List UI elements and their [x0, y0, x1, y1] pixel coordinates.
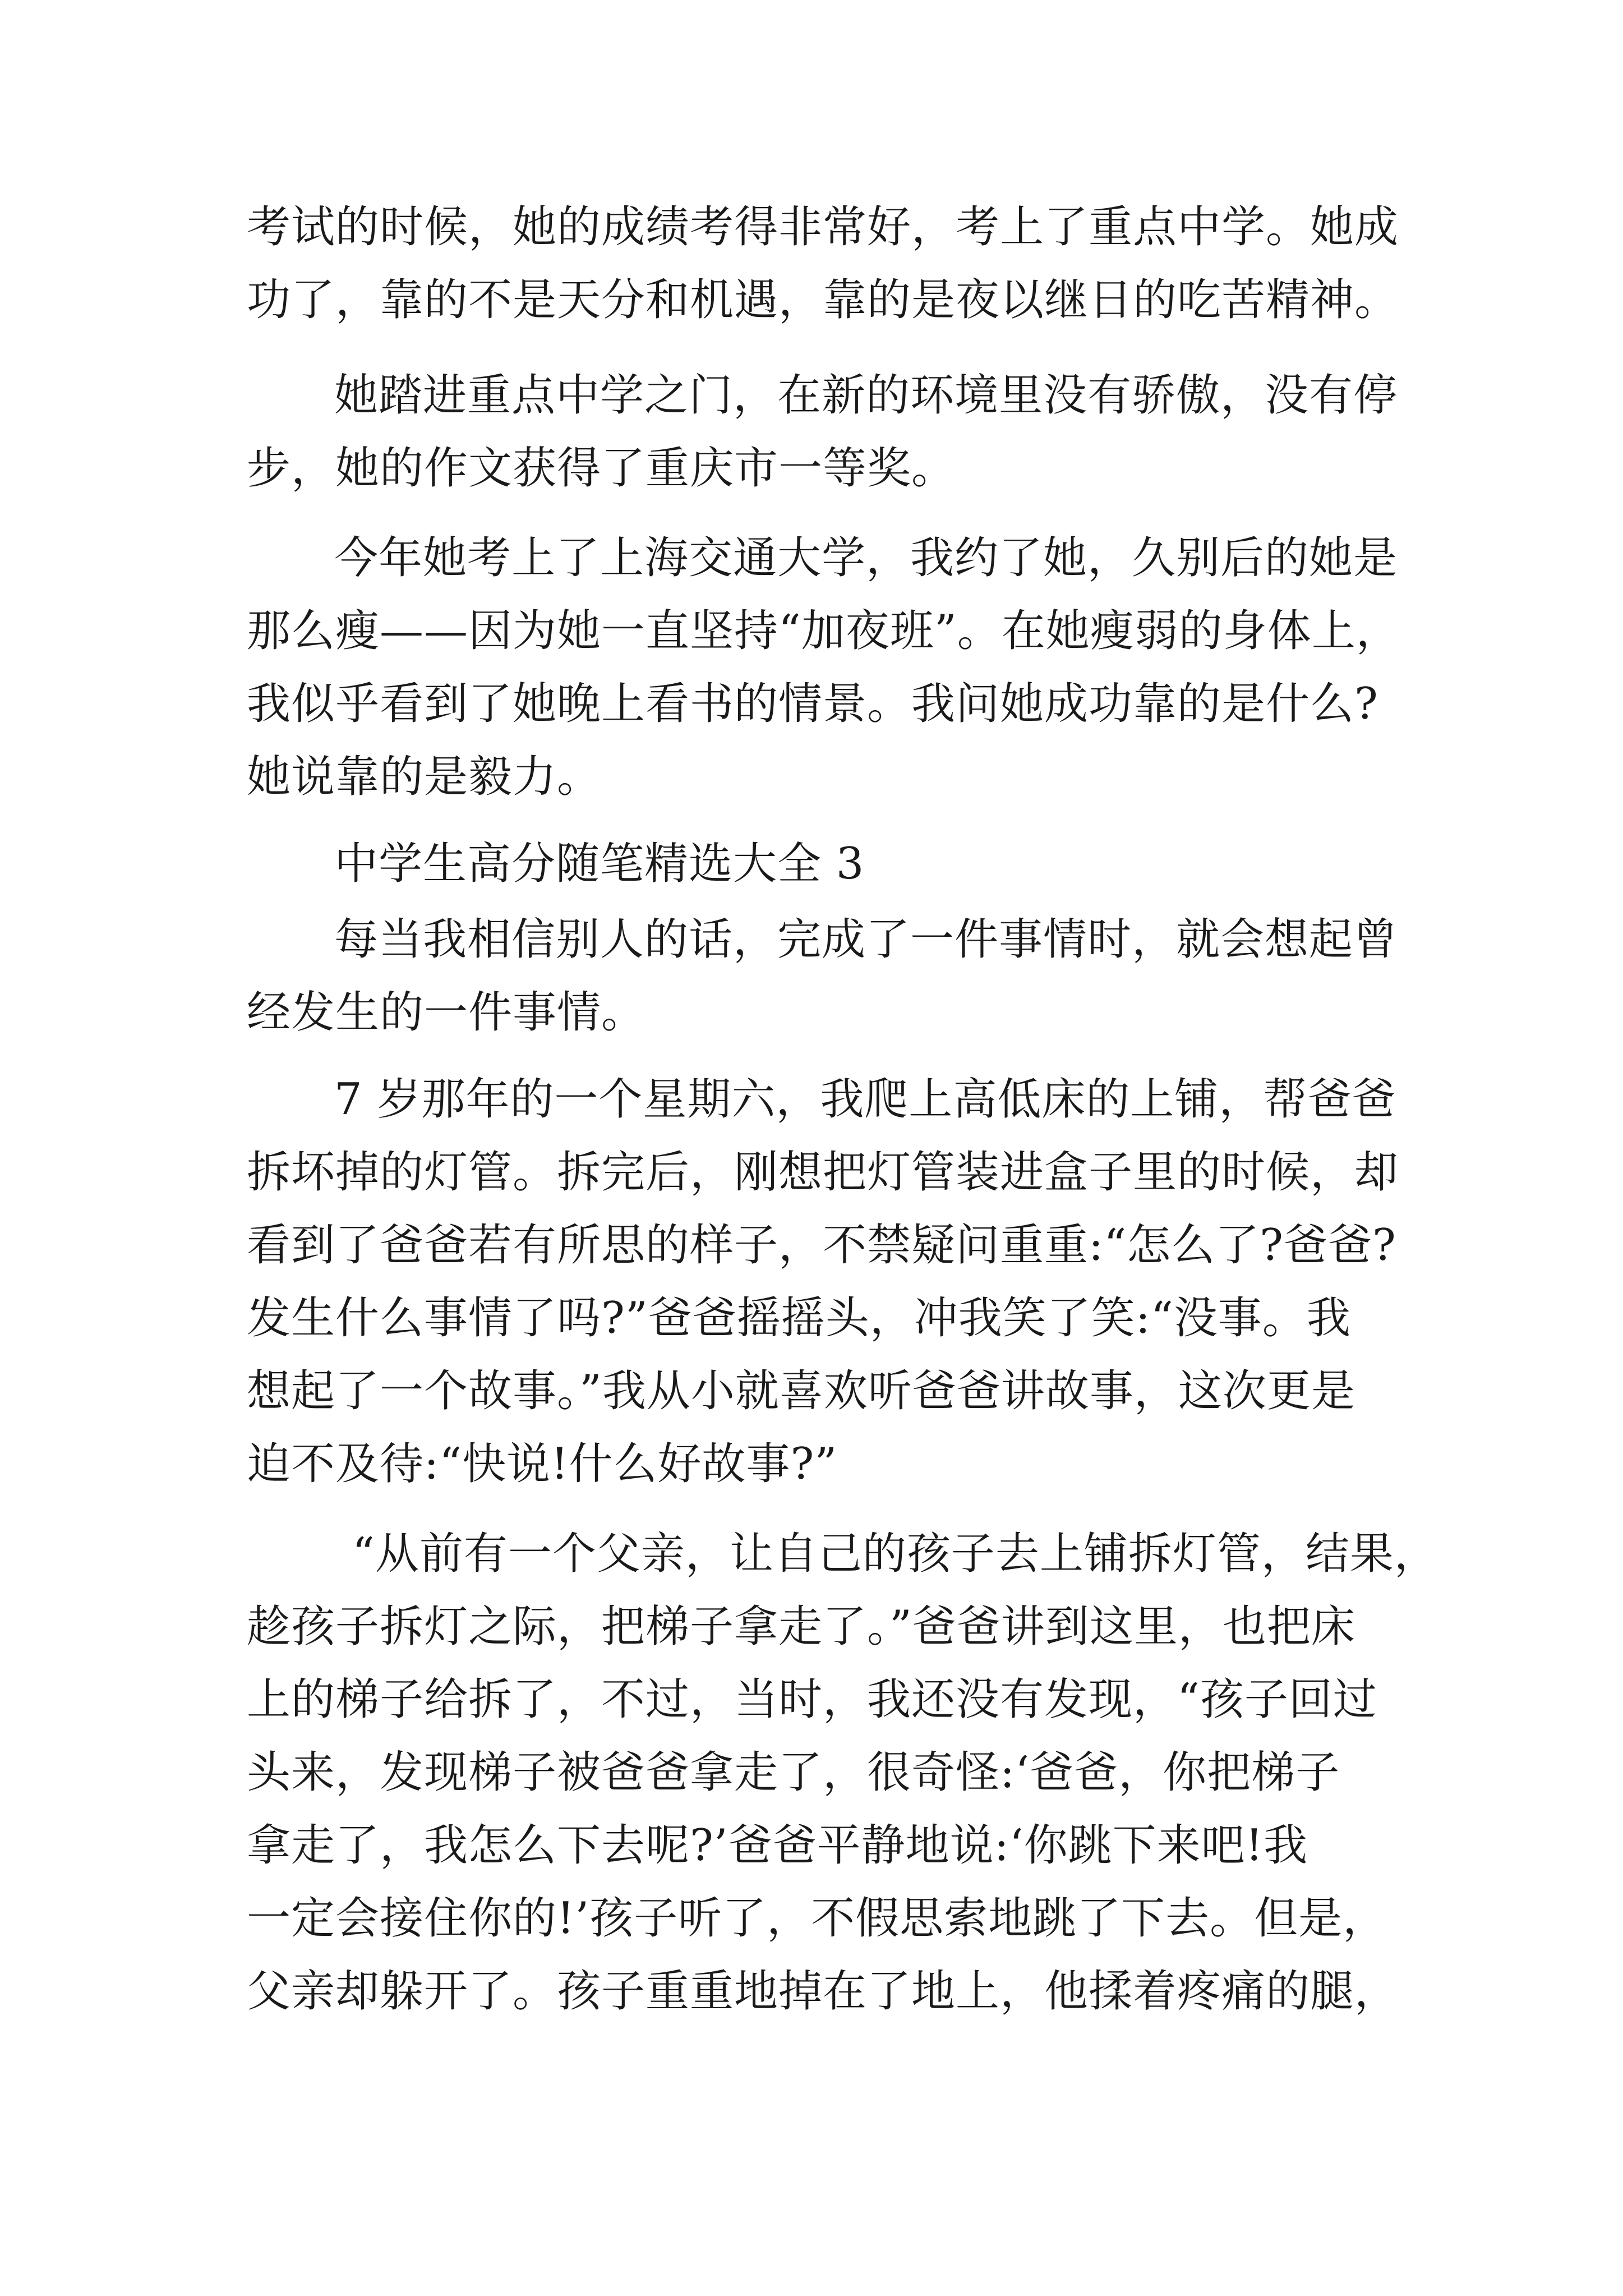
text-line: 看到了爸爸若有所思的样子，不禁疑问重重:“怎么了?爸爸?: [247, 1220, 1396, 1271]
text-line: 今年她考上了上海交通大学，我约了她，久别后的她是: [334, 533, 1398, 583]
text-line: 拆坏掉的灯管。拆完后，刚想把灯管装进盒子里的时候，却: [247, 1147, 1399, 1198]
text-line: 那么瘦——因为她一直坚持“加夜班”。在她瘦弱的身体上，: [247, 606, 1400, 656]
text-line: 我似乎看到了她晚上看书的情景。我问她成功靠的是什么?: [247, 679, 1378, 729]
text-line: 拿走了，我怎么下去呢?’爸爸平静地说:‘你跳下来吧!我: [247, 1820, 1308, 1871]
section-heading: 中学生高分随笔精选大全 3: [334, 839, 865, 889]
text-line: 趁孩子拆灯之际，把梯子拿走了。”爸爸讲到这里，也把床: [247, 1602, 1355, 1652]
text-line: 她踏进重点中学之门，在新的环境里没有骄傲，没有停: [334, 370, 1398, 421]
text-line: 功了，靠的不是天分和机遇，靠的是夜以继日的吃苦精神。: [247, 275, 1399, 325]
text-line: “从前有一个父亲，让自己的孩子去上铺拆灯管，结果，: [352, 1529, 1438, 1579]
text-line: 迫不及待:“快说!什么好故事?”: [247, 1439, 838, 1489]
text-line: 步，她的作文获得了重庆市一等奖。: [247, 443, 956, 494]
text-line: 她说靠的是毅力。: [247, 752, 602, 802]
text-line: 想起了一个故事。”我从小就喜欢听爸爸讲故事，这次更是: [247, 1366, 1355, 1416]
text-line: 考试的时候，她的成绩考得非常好，考上了重点中学。她成: [247, 202, 1399, 252]
text-line: 7 岁那年的一个星期六，我爬上高低床的上铺，帮爸爸: [334, 1074, 1396, 1125]
text-line: 头来，发现梯子被爸爸拿走了，很奇怪:‘爸爸，你把梯子: [247, 1747, 1340, 1798]
text-line: 发生什么事情了吗?”爸爸摇摇头，冲我笑了笑:“没事。我: [247, 1293, 1351, 1343]
text-line: 经发生的一件事情。: [247, 987, 646, 1038]
text-line: 每当我相信别人的话，完成了一件事情时，就会想起曾: [334, 914, 1398, 965]
text-line: 父亲却躲开了。孩子重重地掉在了地上，他揉着疼痛的腿，: [247, 1966, 1399, 2017]
text-line: 一定会接住你的!’孩子听了，不假思索地跳了下去。但是，: [247, 1893, 1387, 1944]
text-line: 上的梯子给拆了，不过，当时，我还没有发现，“孩子回过: [247, 1674, 1377, 1725]
